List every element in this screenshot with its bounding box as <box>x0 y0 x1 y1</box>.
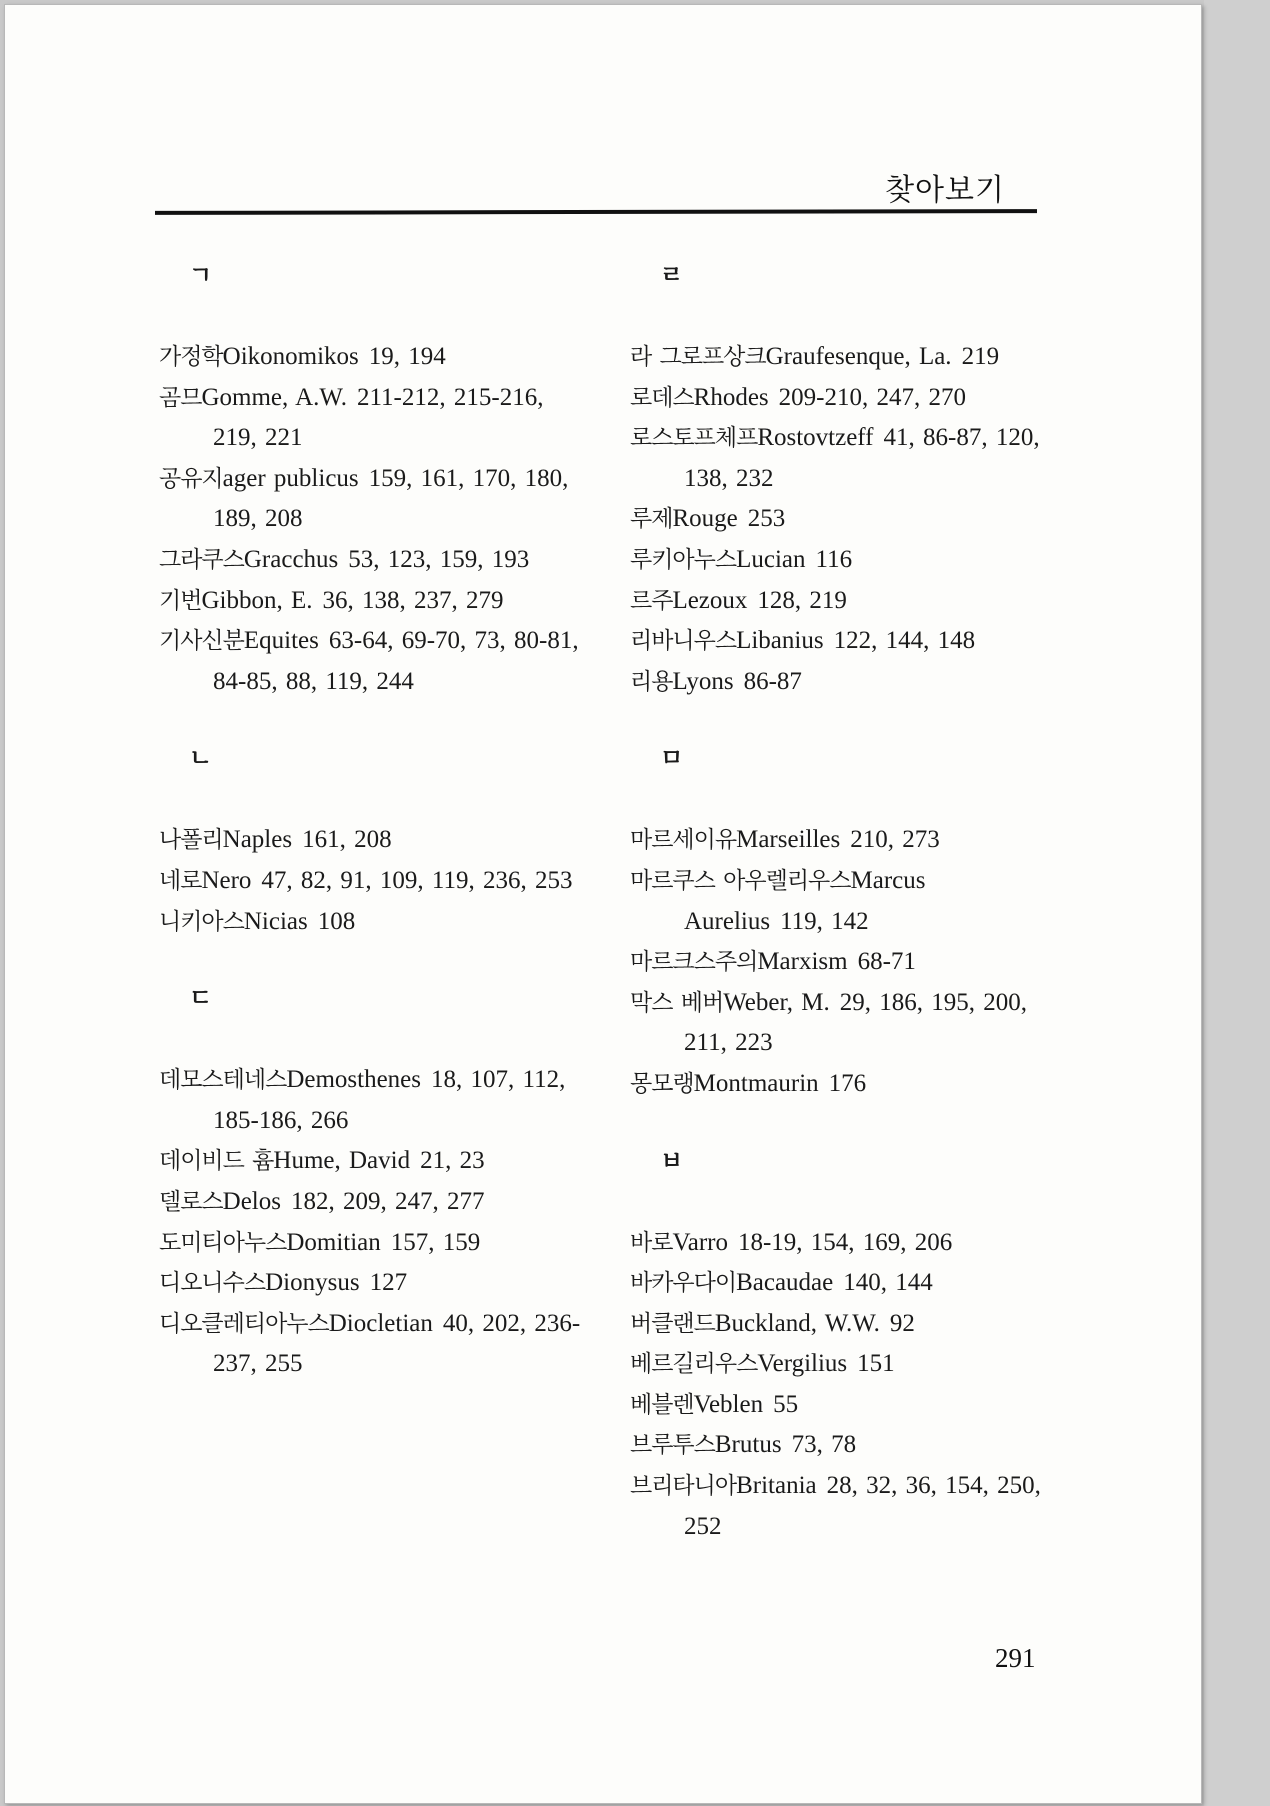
index-section <box>159 255 589 702</box>
entry-page-refs: 41, 86-87, 120, 138, 232 <box>684 424 1040 492</box>
entry-korean-term: 가정학 <box>159 344 223 370</box>
entry-page-refs: 63-64, 69-70, 73, 80-81, 84-85, 88, 119, 244 <box>213 627 579 695</box>
index-section <box>159 738 589 942</box>
entry-original-term: Equites <box>243 627 319 655</box>
entry-original-term: Graufesenque, La. <box>765 343 952 370</box>
index-entry <box>630 1223 1060 1264</box>
entry-original-term: Libanius <box>736 627 824 655</box>
entry-page-refs: 53, 123, 159, 193 <box>348 545 530 573</box>
entry-page-refs: 29, 186, 195, 200, 211, 223 <box>684 988 1028 1057</box>
entry-page-refs: 151 <box>857 1350 895 1378</box>
index-entry <box>630 540 1060 581</box>
entry-original-term: Bacaudae <box>736 1269 834 1297</box>
entry-korean-term: 로스토프체프 <box>630 425 758 452</box>
entry-original-term: Rhodes <box>693 383 769 411</box>
entry-korean-term: 르주 <box>630 587 673 614</box>
entry-page-refs: 47, 82, 91, 109, 119, 236, 253 <box>261 866 573 894</box>
entry-korean-term: 델로스 <box>159 1188 223 1215</box>
entry-original-term: Marcus Aurelius <box>684 866 926 935</box>
entry-page-refs: 253 <box>747 505 786 533</box>
entry-korean-term: 바로 <box>630 1229 673 1256</box>
entry-page-refs: 28, 32, 36, 154, 250, 252 <box>684 1472 1041 1540</box>
entry-korean-term: 디오니수스 <box>159 1270 266 1297</box>
index-entry <box>159 1182 589 1223</box>
index-entry <box>630 1064 1060 1105</box>
entry-original-term: Demosthenes <box>286 1066 422 1094</box>
index-entry <box>159 1060 589 1141</box>
entry-page-refs: 119, 142 <box>780 907 869 935</box>
index-entry <box>159 459 589 540</box>
entry-page-refs: 122, 144, 148 <box>833 627 976 655</box>
entry-korean-term: 디오클레티아누스 <box>159 1310 329 1337</box>
index-entry <box>630 337 1060 378</box>
entry-korean-term: 도미티아누스 <box>159 1229 287 1256</box>
index-entry <box>159 861 589 902</box>
index-entry <box>159 1223 589 1264</box>
index-entry <box>630 378 1060 419</box>
entry-korean-term: 그라쿠스 <box>159 546 244 573</box>
viewer-background <box>1204 0 1270 1806</box>
entry-page-refs: 127 <box>369 1269 408 1297</box>
entry-korean-term: 몽모랭 <box>630 1070 694 1097</box>
index-entry <box>630 581 1060 622</box>
index-entry <box>630 1344 1060 1385</box>
entry-original-term: Gomme, A.W. <box>201 383 347 411</box>
entry-page-refs: 209-210, 247, 270 <box>778 383 966 411</box>
index-entry <box>630 861 1060 942</box>
entry-page-refs: 36, 138, 237, 279 <box>322 586 504 614</box>
index-entry <box>159 621 589 702</box>
entry-original-term: Delos <box>222 1187 281 1215</box>
entry-page-refs: 55 <box>773 1390 799 1418</box>
entry-page-refs: 21, 23 <box>420 1147 485 1175</box>
index-section <box>630 1141 1060 1548</box>
index-entry <box>159 902 589 943</box>
section-letter: ㅂ <box>660 1146 684 1175</box>
index-section <box>159 978 589 1385</box>
entry-korean-term: 마르크스주의 <box>630 949 758 976</box>
entry-page-refs: 86-87 <box>743 667 802 695</box>
index-entry <box>630 662 1060 703</box>
index-entry <box>630 1263 1060 1304</box>
index-column-left <box>159 255 589 1421</box>
entry-original-term: Rostovtzeff <box>757 424 874 452</box>
index-entry <box>630 820 1060 861</box>
entry-korean-term: 루제 <box>630 506 673 533</box>
entry-original-term: Naples <box>222 826 293 854</box>
index-entry <box>630 983 1060 1064</box>
index-entry <box>159 1141 589 1182</box>
entry-korean-term: 데모스테네스 <box>159 1067 287 1094</box>
entry-original-term: Lyons <box>672 667 734 695</box>
entry-page-refs: 40, 202, 236-237, 255 <box>213 1309 581 1378</box>
entry-korean-term: 리바니우스 <box>630 628 737 655</box>
index-entry <box>630 499 1060 540</box>
index-section <box>630 255 1060 702</box>
entry-korean-term: 네로 <box>159 867 202 894</box>
entry-page-refs: 18, 107, 112, 185-186, 266 <box>213 1066 566 1134</box>
entry-original-term: Dionysus <box>265 1269 360 1297</box>
entry-original-term: Varro <box>672 1228 728 1256</box>
index-entry <box>630 1466 1060 1547</box>
entry-korean-term: 데이비드 흄 <box>159 1148 274 1175</box>
entry-korean-term: 기번 <box>159 587 202 614</box>
entry-original-term: Nero <box>201 866 252 894</box>
entry-korean-term: 리용 <box>630 668 673 695</box>
index-entry <box>159 1304 589 1385</box>
entry-page-refs: 157, 159 <box>390 1228 481 1256</box>
entry-page-refs: 18-19, 154, 169, 206 <box>737 1228 953 1256</box>
section-letter: ㄴ <box>189 744 213 773</box>
entry-page-refs: 159, 161, 170, 180, 189, 208 <box>213 464 569 533</box>
entry-korean-term: 로데스 <box>630 384 694 411</box>
page-number: 291 <box>995 1643 1036 1673</box>
section-letter: ㅁ <box>660 744 684 773</box>
entry-page-refs: 68-71 <box>857 948 916 976</box>
entry-page-refs: 128, 219 <box>757 586 847 614</box>
entry-korean-term: 버클랜드 <box>630 1310 715 1337</box>
entry-original-term: Diocletian <box>328 1309 433 1337</box>
entry-page-refs: 92 <box>889 1309 915 1337</box>
entry-original-term: Veblen <box>693 1390 764 1418</box>
entry-original-term: Marxism <box>757 948 848 976</box>
running-head: 찾아보기 <box>885 173 1005 208</box>
entry-korean-term: 베블렌 <box>630 1391 694 1418</box>
entry-korean-term: 마르쿠스 아우렐리우스 <box>630 867 851 894</box>
index-column-right <box>630 255 1060 1583</box>
entry-page-refs: 211-212, 215-216, 219, 221 <box>213 383 544 452</box>
entry-korean-term: 바카우다이 <box>630 1270 737 1297</box>
entry-original-term: Vergilius <box>757 1350 848 1378</box>
section-letter: ㄷ <box>189 984 213 1013</box>
index-entry <box>630 1304 1060 1345</box>
entry-korean-term: 공유지 <box>159 465 223 492</box>
entry-korean-term: 브루투스 <box>630 1432 715 1459</box>
entry-korean-term: 루키아누스 <box>630 546 737 573</box>
entry-korean-term: 막스 베버 <box>630 989 724 1016</box>
index-entry <box>159 337 589 378</box>
entry-korean-term: 니키아스 <box>159 908 244 935</box>
section-letter: ㄹ <box>660 261 684 289</box>
entry-original-term: Lezoux <box>672 586 748 614</box>
entry-original-term: Hume, David <box>273 1147 411 1175</box>
entry-korean-term: 베르길리우스 <box>630 1351 758 1378</box>
entry-original-term: Nicias <box>243 907 308 935</box>
entry-original-term: Montmaurin <box>693 1069 819 1097</box>
entry-original-term: Buckland, W.W. <box>714 1309 880 1337</box>
entry-original-term: Brutus <box>714 1431 782 1459</box>
entry-original-term: Lucian <box>736 545 806 573</box>
index-entry <box>630 621 1060 662</box>
entry-korean-term: 기사신분 <box>159 628 244 655</box>
index-entry <box>630 418 1060 499</box>
index-entry <box>630 1385 1060 1426</box>
index-entry <box>159 820 589 861</box>
entry-original-term: Marseilles <box>736 826 841 854</box>
index-entry <box>630 1425 1060 1466</box>
book-page <box>4 4 1202 1804</box>
entry-page-refs: 140, 144 <box>843 1269 933 1297</box>
index-entry <box>159 1263 589 1304</box>
entry-korean-term: 나폴리 <box>159 827 223 854</box>
entry-page-refs: 219 <box>961 343 1000 370</box>
entry-page-refs: 116 <box>815 545 853 573</box>
header-rule <box>155 209 1037 215</box>
entry-original-term: ager publicus <box>222 464 359 492</box>
entry-page-refs: 210, 273 <box>850 826 940 854</box>
index-section <box>630 738 1060 1104</box>
entry-original-term: Oikonomikos <box>222 343 359 370</box>
index-entry <box>159 581 589 622</box>
entry-page-refs: 73, 78 <box>791 1431 857 1459</box>
entry-original-term: Weber, M. <box>723 988 830 1016</box>
entry-page-refs: 161, 208 <box>302 826 392 854</box>
entry-korean-term: 곰므 <box>159 384 202 411</box>
entry-korean-term: 라 그로프상크 <box>630 344 766 370</box>
entry-page-refs: 19, 194 <box>368 343 446 370</box>
entry-korean-term: 마르세이유 <box>630 827 737 854</box>
entry-original-term: Britania <box>736 1472 817 1500</box>
entry-original-term: Domitian <box>286 1228 381 1256</box>
index-entry <box>630 942 1060 983</box>
index-entry <box>159 378 589 459</box>
section-letter: ㄱ <box>189 261 213 289</box>
entry-korean-term: 브리타니아 <box>630 1473 737 1500</box>
entry-page-refs: 182, 209, 247, 277 <box>290 1187 485 1215</box>
entry-original-term: Gibbon, E. <box>201 586 313 614</box>
entry-page-refs: 108 <box>317 907 356 935</box>
entry-page-refs: 176 <box>828 1069 867 1097</box>
entry-original-term: Gracchus <box>243 545 339 573</box>
index-entry <box>159 540 589 581</box>
entry-original-term: Rouge <box>672 505 738 533</box>
